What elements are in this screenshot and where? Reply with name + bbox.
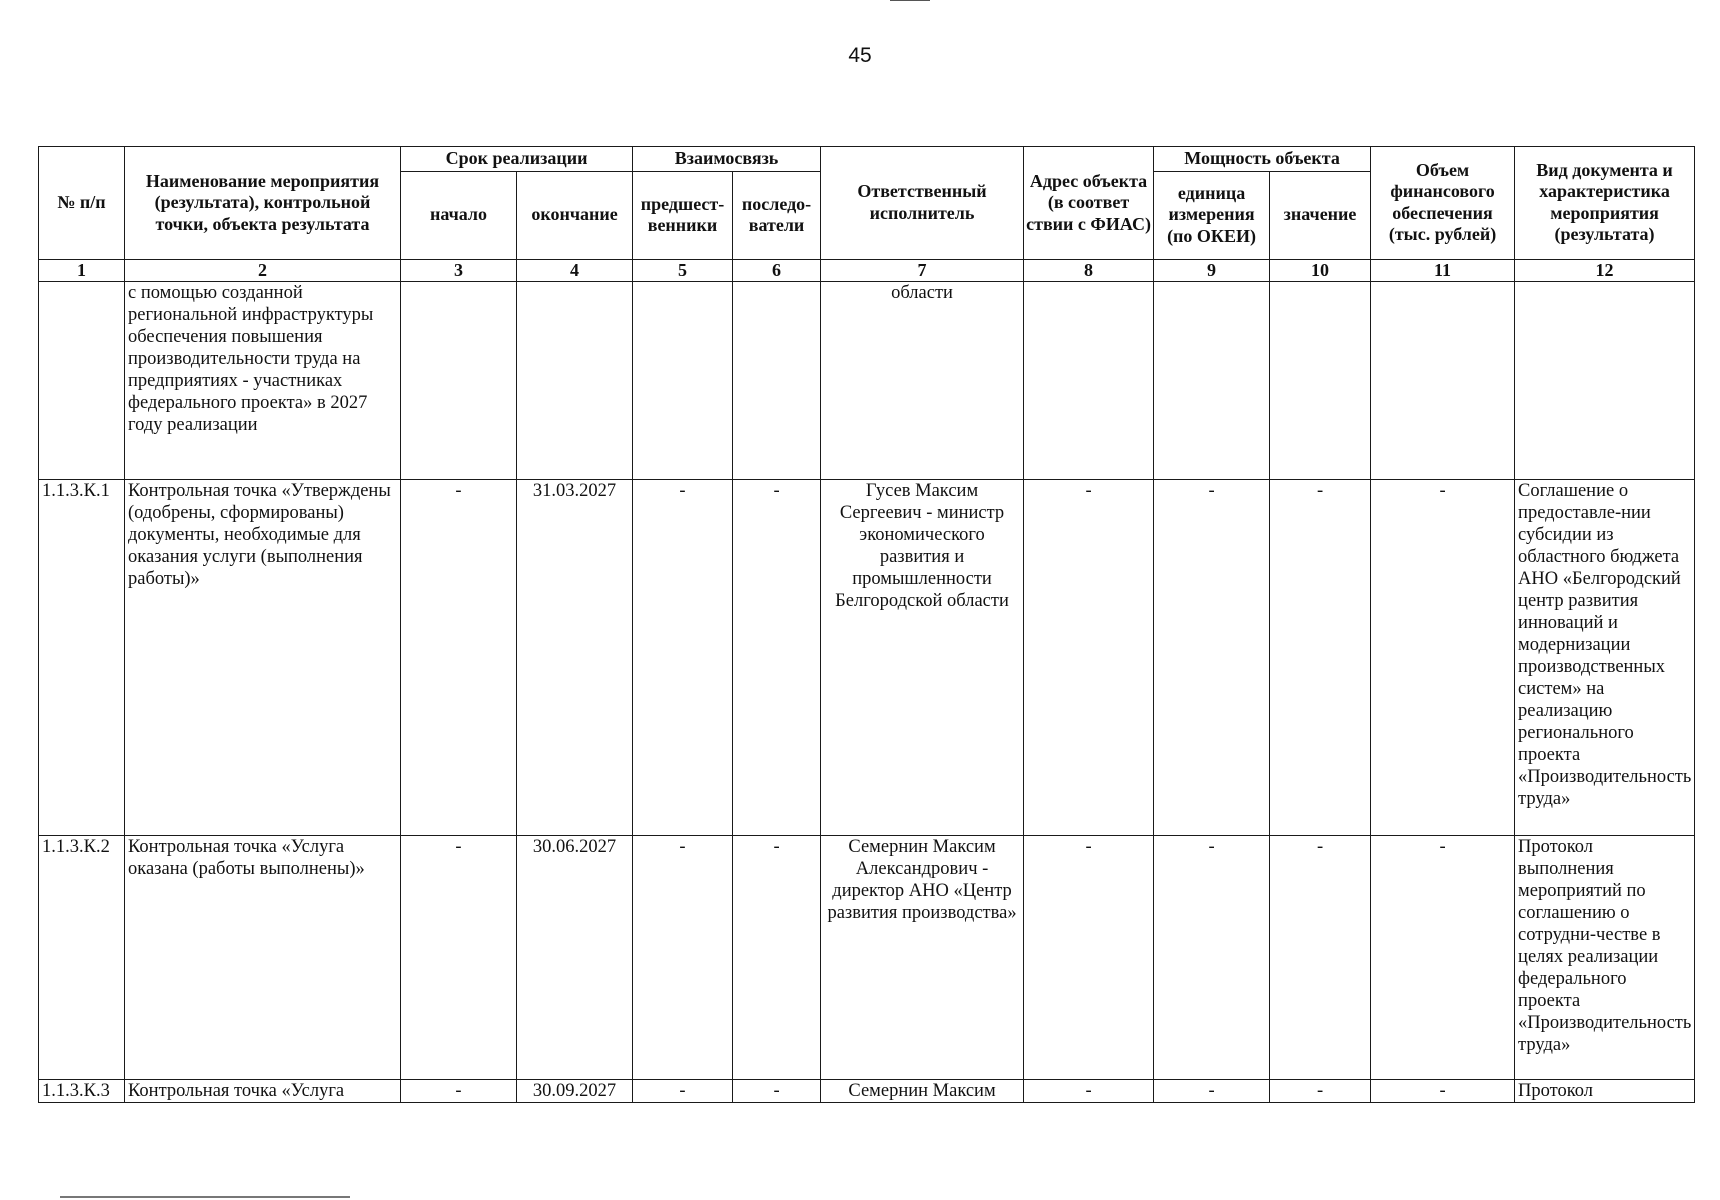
cell-doc: Соглашение о предоставле-нии субсидии из областного бюджета АНО «Белгородский центр развития инноваций и модернизации производственных систем» на реализацию регионального проекта «Производительность труда»: [1515, 479, 1695, 835]
cell-predecessors: -: [633, 1079, 733, 1102]
cell-unit: -: [1154, 479, 1270, 835]
cell-num: 1.1.3.К.1: [39, 479, 125, 835]
column-number: 1: [39, 259, 125, 281]
scan-artifact-top: [890, 0, 930, 1]
column-number: 7: [821, 259, 1024, 281]
header-address: Адрес объекта (в соответ ствии с ФИАС): [1024, 147, 1154, 260]
cell-value: -: [1270, 479, 1371, 835]
cell-num: 1.1.3.К.2: [39, 835, 125, 1079]
column-number: 10: [1270, 259, 1371, 281]
cell-address: -: [1024, 479, 1154, 835]
cell-end: 31.03.2027: [517, 479, 633, 835]
cell-name: Контрольная точка «Услуга оказана (работы выполнены)»: [125, 835, 401, 1079]
scan-artifact-bottom: [60, 1196, 350, 1198]
cell-end: 30.06.2027: [517, 835, 633, 1079]
cell-predecessors: -: [633, 479, 733, 835]
cell-start: -: [401, 1079, 517, 1102]
column-number: 8: [1024, 259, 1154, 281]
cell-successors: -: [733, 835, 821, 1079]
cell-name: Контрольная точка «Услуга: [125, 1079, 401, 1102]
cell-finance: [1371, 281, 1515, 479]
cell-value: -: [1270, 1079, 1371, 1102]
header-end: окончание: [517, 171, 633, 259]
column-number: 9: [1154, 259, 1270, 281]
header-term-group: Срок реализации: [401, 147, 633, 172]
table-row: [39, 835, 1695, 1079]
cell-unit: [1154, 281, 1270, 479]
cell-executor: Семернин Максим Александрович - директор АНО «Центр развития производства»: [821, 835, 1024, 1079]
cell-finance: -: [1371, 835, 1515, 1079]
cell-start: [401, 281, 517, 479]
cell-executor: области: [821, 281, 1024, 479]
page-number: 45: [848, 44, 872, 67]
cell-predecessors: -: [633, 835, 733, 1079]
cell-finance: -: [1371, 1079, 1515, 1102]
column-number: 2: [125, 259, 401, 281]
header-unit: единица измерения (по ОКЕИ): [1154, 171, 1270, 259]
column-number: 12: [1515, 259, 1695, 281]
cell-unit: -: [1154, 835, 1270, 1079]
cell-executor: Семернин Максим: [821, 1079, 1024, 1102]
schedule-table: [38, 146, 1695, 1103]
header-successors: последо-ватели: [733, 171, 821, 259]
header-value: значение: [1270, 171, 1371, 259]
header-finance: Объем финансового обеспечения (тыс. рублей): [1371, 147, 1515, 260]
cell-address: [1024, 281, 1154, 479]
column-number: 11: [1371, 259, 1515, 281]
header-executor: Ответственный исполнитель: [821, 147, 1024, 260]
column-number: 6: [733, 259, 821, 281]
cell-value: -: [1270, 835, 1371, 1079]
header-predecessors: предшест-венники: [633, 171, 733, 259]
cell-address: -: [1024, 835, 1154, 1079]
table-row: [39, 281, 1695, 479]
cell-value: [1270, 281, 1371, 479]
cell-doc: Протокол: [1515, 1079, 1695, 1102]
cell-num: [39, 281, 125, 479]
column-number: 4: [517, 259, 633, 281]
header-link-group: Взаимосвязь: [633, 147, 821, 172]
cell-unit: -: [1154, 1079, 1270, 1102]
cell-address: -: [1024, 1079, 1154, 1102]
header-doc-type: Вид документа и характеристика мероприятия (результата): [1515, 147, 1695, 260]
cell-doc: [1515, 281, 1695, 479]
header-name: Наименование мероприятия (результата), контрольной точки, объекта результата: [125, 147, 401, 260]
table-row: [39, 1079, 1695, 1102]
column-number: 5: [633, 259, 733, 281]
cell-successors: -: [733, 1079, 821, 1102]
cell-num: 1.1.3.К.3: [39, 1079, 125, 1102]
cell-end: 30.09.2027: [517, 1079, 633, 1102]
cell-name: с помощью созданной региональной инфраструктуры обеспечения повышения производительности труда на предприятиях - участниках федерального проекта» в 2027 году реализации: [125, 281, 401, 479]
cell-end: [517, 281, 633, 479]
cell-start: -: [401, 835, 517, 1079]
cell-executor: Гусев Максим Сергеевич - министр экономического развития и промышленности Белгородской области: [821, 479, 1024, 835]
column-number: 3: [401, 259, 517, 281]
header-num: № п/п: [39, 147, 125, 260]
header-start: начало: [401, 171, 517, 259]
table-row: [39, 479, 1695, 835]
cell-successors: -: [733, 479, 821, 835]
cell-start: -: [401, 479, 517, 835]
header-capacity-group: Мощность объекта: [1154, 147, 1371, 172]
cell-name: Контрольная точка «Утверждены (одобрены, сформированы) документы, необходимые для оказания услуги (выполнения работы)»: [125, 479, 401, 835]
cell-successors: [733, 281, 821, 479]
cell-doc: Протокол выполнения мероприятий по соглашению о сотрудни-честве в целях реализации федерального проекта «Производительность труда»: [1515, 835, 1695, 1079]
cell-predecessors: [633, 281, 733, 479]
cell-finance: -: [1371, 479, 1515, 835]
